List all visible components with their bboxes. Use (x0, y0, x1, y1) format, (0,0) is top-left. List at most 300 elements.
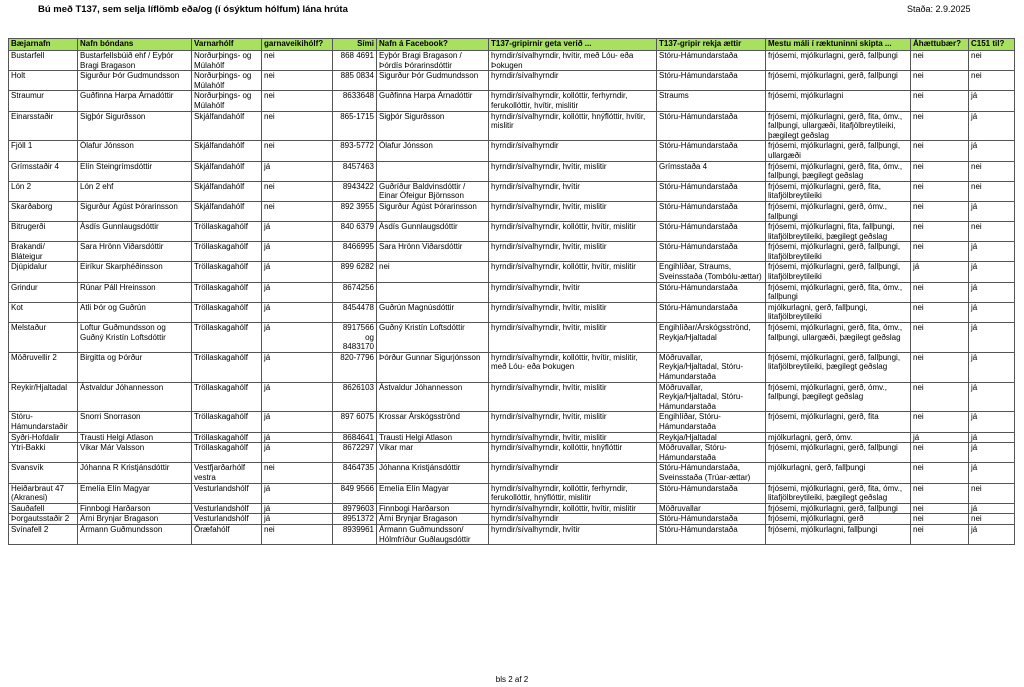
table-body (9, 51, 1015, 545)
cell-farmer-name: Bustarfellsbúið ehf / Eyþór Bragi Bragason (78, 51, 192, 71)
cell-farm-name: Stóru-Hámundarstaðir (9, 412, 78, 432)
cell-t137-lineage: Grímsstaða 4 (657, 161, 766, 181)
table-row (9, 262, 1015, 282)
cell-farmer-name: Trausti Helgi Atlason (78, 432, 192, 443)
column-header-phone: Sími (333, 39, 377, 51)
cell-risk-farm: já (911, 262, 969, 282)
cell-paratuberculosis-zone: nei (262, 201, 333, 221)
cell-c151-available: nei (969, 222, 1015, 242)
cell-risk-farm: nei (911, 51, 969, 71)
cell-breeding-priorities: frjósemi, mjólkurlagni, gerð, fallþungi, litafjölbreytileiki (766, 242, 911, 262)
cell-risk-farm: nei (911, 91, 969, 111)
cell-farm-name: Kot (9, 302, 78, 322)
cell-farm-name: Þorgautsstaðir 2 (9, 514, 78, 525)
cell-quarantine-zone: Skjálfandahólf (192, 201, 262, 221)
cell-t137-traits: hyrndir/sívalhyrndir, hvítir, mislitir (489, 432, 657, 443)
cell-risk-farm: nei (911, 161, 969, 181)
cell-t137-traits: hyrndir/sívalhyrndir, hvítir, með Lóu- eða Þokugen (489, 51, 657, 71)
cell-farm-name: Grímsstaðir 4 (9, 161, 78, 181)
column-header-quarantine-zone: Varnarhólf (192, 39, 262, 51)
cell-phone: 865-1715 (333, 111, 377, 141)
cell-t137-lineage: Engihlíðar, Straums, Sveinsstaða (Tombólu-ættar) (657, 262, 766, 282)
cell-farmer-name: Loftur Guðmundsson og Guðný Kristín Loftsdóttir (78, 323, 192, 353)
cell-paratuberculosis-zone: já (262, 352, 333, 382)
cell-risk-farm: nei (911, 463, 969, 483)
table-row (9, 524, 1015, 544)
cell-risk-farm: nei (911, 222, 969, 242)
cell-farmer-name: Snorri Snorrason (78, 412, 192, 432)
cell-farmer-name: Rúnar Páll Hreinsson (78, 282, 192, 302)
cell-facebook-name: Guðríður Baldvinsdóttir / Einar Ófeigur Björnsson (377, 181, 489, 201)
cell-risk-farm: já (911, 432, 969, 443)
cell-t137-lineage: Stóru-Hámundarstaða (657, 524, 766, 544)
table-row (9, 503, 1015, 514)
table-row (9, 483, 1015, 503)
document-title: Bú með T137, sem selja líflömb eða/og (í ósýktum hólfum) lána hrúta (38, 4, 348, 15)
cell-breeding-priorities: frjósemi, mjólkurlagni, gerð, fita, ómv., litafjölbreytileiki, þægilegt geðslag (766, 483, 911, 503)
cell-t137-lineage: Straums (657, 91, 766, 111)
cell-t137-traits: hyrndir/sívalhyrndir, kollóttir, hvítir, mislitir (489, 222, 657, 242)
cell-farmer-name: Birgitta og Þórður (78, 352, 192, 382)
cell-c151-available: já (969, 323, 1015, 353)
cell-paratuberculosis-zone: nei (262, 463, 333, 483)
table-row (9, 181, 1015, 201)
cell-breeding-priorities: mjólkurlagni, gerð, ómv. (766, 432, 911, 443)
cell-c151-available: já (969, 503, 1015, 514)
cell-facebook-name: Sigurður Ágúst Þórarinsson (377, 201, 489, 221)
cell-quarantine-zone: Tröllaskagahólf (192, 282, 262, 302)
cell-phone: 8939961 (333, 524, 377, 544)
cell-t137-lineage: Stóru-Hámundarstaða (657, 201, 766, 221)
cell-phone: 8943422 (333, 181, 377, 201)
cell-phone: 899 6282 (333, 262, 377, 282)
cell-risk-farm: nei (911, 524, 969, 544)
cell-quarantine-zone: Tröllaskagahólf (192, 222, 262, 242)
cell-farm-name: Heiðarbraut 47 (Akranesi) (9, 483, 78, 503)
cell-risk-farm: nei (911, 382, 969, 412)
cell-t137-lineage: Möðruvallar, Stóru-Hámundarstaða (657, 443, 766, 463)
column-header-risk-farm: Áhættubær? (911, 39, 969, 51)
table-row (9, 323, 1015, 353)
cell-facebook-name: Guðný Kristín Loftsdóttir (377, 323, 489, 353)
cell-farm-name: Skarðaborg (9, 201, 78, 221)
table-row (9, 412, 1015, 432)
table-row (9, 352, 1015, 382)
cell-t137-traits: hyrndir/sívalhyrndir, hvítir, mislitir (489, 382, 657, 412)
cell-facebook-name: Þórður Gunnar Sigurjónsson (377, 352, 489, 382)
cell-t137-lineage: Möðruvallar, Reykja/Hjaltadal, Stóru-Hámundarstaða (657, 352, 766, 382)
cell-facebook-name: Sara Hrönn Viðarsdóttir (377, 242, 489, 262)
cell-quarantine-zone: Tröllaskagahólf (192, 412, 262, 432)
cell-farmer-name: Sigurður Ágúst Þórarinsson (78, 201, 192, 221)
cell-phone: 8917566 og 8483170 (333, 323, 377, 353)
cell-risk-farm: nei (911, 282, 969, 302)
table-row (9, 302, 1015, 322)
cell-t137-lineage: Stóru-Hámundarstaða (657, 51, 766, 71)
cell-farm-name: Holt (9, 71, 78, 91)
cell-farm-name: Svansvík (9, 463, 78, 483)
page-number: bls 2 af 2 (495, 675, 529, 684)
cell-risk-farm: nei (911, 443, 969, 463)
cell-breeding-priorities: frjósemi, mjólkurlagni, gerð, fallþungi, litafjölbreytileiki (766, 262, 911, 282)
cell-phone: 8951372 (333, 514, 377, 525)
cell-breeding-priorities: frjósemi, mjólkurlagni, gerð, fita, ómv., fallþungi, ullargæði, litafjölbreytileiki, þægilegt geðslag (766, 111, 911, 141)
cell-t137-traits: hyrndir/sívalhyrndir, kollóttir, hnýflóttir, hvítir, mislitir (489, 111, 657, 141)
cell-paratuberculosis-zone: já (262, 262, 333, 282)
cell-breeding-priorities: frjósemi, mjólkurlagni (766, 91, 911, 111)
cell-quarantine-zone: Vesturlandshólf (192, 503, 262, 514)
farms-table (8, 38, 1015, 545)
cell-c151-available: já (969, 141, 1015, 161)
cell-farm-name: Bustarfell (9, 51, 78, 71)
cell-c151-available: já (969, 432, 1015, 443)
cell-t137-traits: hyrndir/sívalhyrndir, hvítir, mislitir (489, 161, 657, 181)
cell-c151-available: já (969, 382, 1015, 412)
cell-farmer-name: Ásdís Gunnlaugsdóttir (78, 222, 192, 242)
cell-c151-available: nei (969, 514, 1015, 525)
cell-t137-lineage: Stóru-Hámundarstaða (657, 141, 766, 161)
cell-facebook-name: Jóhanna Kristjánsdóttir (377, 463, 489, 483)
cell-c151-available: já (969, 91, 1015, 111)
cell-t137-traits: hyrndir/sívalhyrndir, hvítir (489, 524, 657, 544)
cell-risk-farm: nei (911, 483, 969, 503)
cell-phone: 893-5772 (333, 141, 377, 161)
cell-t137-lineage: Stóru-Hámundarstaða (657, 282, 766, 302)
cell-t137-lineage: Stóru-Hámundarstaða (657, 302, 766, 322)
cell-quarantine-zone: Öræfahólf (192, 524, 262, 544)
cell-farmer-name: Elín Steingrímsdóttir (78, 161, 192, 181)
cell-farm-name: Brakandi/ Bláteigur (9, 242, 78, 262)
cell-c151-available: nei (969, 161, 1015, 181)
cell-t137-traits: hyrndir/sívalhyrndir, hvítir, mislitir (489, 242, 657, 262)
cell-quarantine-zone: Norðurþings- og Múlahólf (192, 91, 262, 111)
table-row (9, 111, 1015, 141)
cell-breeding-priorities: frjósemi, mjólkurlagni, gerð, fita (766, 412, 911, 432)
cell-phone: 8979603 (333, 503, 377, 514)
cell-quarantine-zone: Vesturlandshólf (192, 514, 262, 525)
cell-t137-lineage: Engihlíðar/Árskógsströnd, Reykja/Hjaltadal (657, 323, 766, 353)
table-row (9, 432, 1015, 443)
cell-risk-farm: nei (911, 514, 969, 525)
cell-t137-traits: hyrndir/sívalhyrndir, hvítir, mislitir (489, 201, 657, 221)
cell-t137-traits: hyrndir/sívalhyrndir, kollóttir, ferhyrndir, ferukollóttir, hvítir, mislitir (489, 91, 657, 111)
header-row (9, 39, 1015, 51)
cell-c151-available: já (969, 201, 1015, 221)
table-row (9, 382, 1015, 412)
cell-farmer-name: Sara Hrönn Viðarsdóttir (78, 242, 192, 262)
cell-paratuberculosis-zone: nei (262, 71, 333, 91)
column-header-c151-available: C151 til? (969, 39, 1015, 51)
cell-quarantine-zone: Tröllaskagahólf (192, 302, 262, 322)
cell-farmer-name: Ástvaldur Jóhannesson (78, 382, 192, 412)
cell-quarantine-zone: Norðurþings- og Múlahólf (192, 51, 262, 71)
cell-facebook-name: Árni Brynjar Bragason (377, 514, 489, 525)
cell-risk-farm: nei (911, 71, 969, 91)
cell-breeding-priorities: frjósemi, mjólkurlagni, gerð, ómv., fallþungi, þægilegt geðslag (766, 382, 911, 412)
cell-paratuberculosis-zone: já (262, 412, 333, 432)
cell-breeding-priorities: frjósemi, mjólkurlagni, fallþungi (766, 524, 911, 544)
cell-farm-name: Syðri-Hofdalir (9, 432, 78, 443)
cell-breeding-priorities: frjósemi, mjólkurlagni, gerð, fita, litafjölbreytileiki (766, 181, 911, 201)
cell-facebook-name: nei (377, 262, 489, 282)
cell-farm-name: Grindur (9, 282, 78, 302)
cell-breeding-priorities: frjósemi, mjólkurlagni, gerð, fita, ómv., fallþungi, ullargæði, þægilegt geðslag (766, 323, 911, 353)
cell-t137-traits: hyrndir/sívalhyrndir, kollóttir, ferhyrndir, ferukollóttir, hnýflóttir, mislitir (489, 483, 657, 503)
cell-t137-lineage: Möðruvallar (657, 503, 766, 514)
cell-c151-available: nei (969, 483, 1015, 503)
cell-paratuberculosis-zone: já (262, 432, 333, 443)
cell-farm-name: Möðruvellir 2 (9, 352, 78, 382)
cell-phone: 8457463 (333, 161, 377, 181)
cell-facebook-name: Sigþór Sigurðsson (377, 111, 489, 141)
cell-phone: 840 6379 (333, 222, 377, 242)
cell-t137-lineage: Stóru-Hámundarstaða (657, 111, 766, 141)
column-header-facebook-name: Nafn á Facebook? (377, 39, 489, 51)
cell-risk-farm: nei (911, 141, 969, 161)
cell-quarantine-zone: Tröllaskagahólf (192, 242, 262, 262)
cell-quarantine-zone: Skjálfandahólf (192, 181, 262, 201)
cell-paratuberculosis-zone: já (262, 242, 333, 262)
cell-t137-traits: hyrndir/sívalhyrndir, kollóttir, hvítir, mislitir (489, 503, 657, 514)
table-row (9, 242, 1015, 262)
cell-quarantine-zone: Tröllaskagahólf (192, 352, 262, 382)
cell-breeding-priorities: frjósemi, mjólkurlagni, gerð (766, 514, 911, 525)
cell-quarantine-zone: Tröllaskagahólf (192, 432, 262, 443)
cell-farmer-name: Vikar Már Valsson (78, 443, 192, 463)
cell-farm-name: Fjöll 1 (9, 141, 78, 161)
cell-paratuberculosis-zone: já (262, 222, 333, 242)
cell-quarantine-zone: Tröllaskagahólf (192, 382, 262, 412)
column-header-paratuberculosis-zone: garnaveikihólf? (262, 39, 333, 51)
cell-phone: 8684641 (333, 432, 377, 443)
cell-quarantine-zone: Skjálfandahólf (192, 161, 262, 181)
cell-facebook-name: Guðrún Magnúsdóttir (377, 302, 489, 322)
cell-phone: 8626103 (333, 382, 377, 412)
cell-t137-lineage: Stóru-Hámundarstaða (657, 514, 766, 525)
cell-quarantine-zone: Vesturlandshólf (192, 483, 262, 503)
cell-risk-farm: nei (911, 412, 969, 432)
cell-quarantine-zone: Tröllaskagahólf (192, 323, 262, 353)
cell-phone: 8464735 (333, 463, 377, 483)
cell-paratuberculosis-zone: nei (262, 51, 333, 71)
cell-farm-name: Sauðafell (9, 503, 78, 514)
cell-paratuberculosis-zone: nei (262, 524, 333, 544)
cell-farmer-name: Guðfinna Harpa Árnadóttir (78, 91, 192, 111)
cell-phone: 8672297 (333, 443, 377, 463)
cell-risk-farm: nei (911, 181, 969, 201)
cell-t137-traits: hyrndir/sívalhyrndir (489, 71, 657, 91)
cell-risk-farm: nei (911, 352, 969, 382)
table-row (9, 222, 1015, 242)
cell-t137-traits: hyrndir/sívalhyrndir, hvítir, mislitir (489, 302, 657, 322)
cell-quarantine-zone: Tröllaskagahólf (192, 443, 262, 463)
cell-facebook-name: Sigurður Þór Gudmundsson (377, 71, 489, 91)
cell-farm-name: Reykir/Hjaltadal (9, 382, 78, 412)
table-row (9, 463, 1015, 483)
table-row (9, 51, 1015, 71)
cell-paratuberculosis-zone: nei (262, 91, 333, 111)
cell-t137-lineage: Möðruvallar, Reykja/Hjaltadal, Stóru-Hámundarstaða (657, 382, 766, 412)
cell-breeding-priorities: mjólkurlagni, gerð, fallþungi (766, 463, 911, 483)
cell-phone: 868 4691 (333, 51, 377, 71)
cell-facebook-name (377, 161, 489, 181)
cell-t137-traits: hyrndir/sívalhyrndir (489, 141, 657, 161)
cell-breeding-priorities: frjósemi, mjólkurlagni, gerð, ómv., fallþungi (766, 201, 911, 221)
cell-paratuberculosis-zone: já (262, 302, 333, 322)
cell-farm-name: Djúpidalur (9, 262, 78, 282)
cell-paratuberculosis-zone: nei (262, 111, 333, 141)
cell-t137-lineage: Stóru-Hámundarstaða (657, 181, 766, 201)
cell-facebook-name: Ármann Guðmundsson/ Hólmfríður Guðlaugsdóttir (377, 524, 489, 544)
table-row (9, 161, 1015, 181)
cell-risk-farm: nei (911, 201, 969, 221)
cell-c151-available: já (969, 302, 1015, 322)
cell-breeding-priorities: frjósemi, mjólkurlagni, gerð, fallþungi, ullargæði (766, 141, 911, 161)
cell-farmer-name: Ármann Guðmundsson (78, 524, 192, 544)
cell-risk-farm: nei (911, 323, 969, 353)
table-row (9, 443, 1015, 463)
table-row (9, 514, 1015, 525)
cell-c151-available: já (969, 524, 1015, 544)
cell-phone: 897 6075 (333, 412, 377, 432)
cell-farmer-name: Lón 2 ehf (78, 181, 192, 201)
cell-farmer-name: Ólafur Jónsson (78, 141, 192, 161)
cell-paratuberculosis-zone: já (262, 382, 333, 412)
cell-farm-name: Bitrugerði (9, 222, 78, 242)
cell-breeding-priorities: frjósemi, mjólkurlagni, fita, fallþungi, litafjölbreytileiki, þægilegt geðslag (766, 222, 911, 242)
cell-c151-available: já (969, 412, 1015, 432)
cell-breeding-priorities: frjósemi, mjólkurlagni, gerð, fallþungi (766, 71, 911, 91)
cell-quarantine-zone: Tröllaskagahólf (192, 262, 262, 282)
cell-paratuberculosis-zone: nei (262, 181, 333, 201)
cell-facebook-name (377, 282, 489, 302)
cell-facebook-name: Ástvaldur Jóhannesson (377, 382, 489, 412)
cell-phone: 820-7796 (333, 352, 377, 382)
table-row (9, 71, 1015, 91)
cell-farmer-name: Sigurður Þór Gudmundsson (78, 71, 192, 91)
cell-facebook-name: Finnbogi Harðarson (377, 503, 489, 514)
cell-paratuberculosis-zone: já (262, 443, 333, 463)
column-header-t137-lineage: T137-gripir rekja ættir (657, 39, 766, 51)
cell-farm-name: Svínafell 2 (9, 524, 78, 544)
cell-risk-farm: nei (911, 242, 969, 262)
column-header-t137-traits: T137-gripirnir geta verið ... (489, 39, 657, 51)
cell-phone: 8466995 (333, 242, 377, 262)
cell-t137-lineage: Engihlíðar, Stóru-Hámundarstaða (657, 412, 766, 432)
cell-c151-available: já (969, 111, 1015, 141)
cell-t137-lineage: Stóru-Hámundarstaða, Sveinsstaða (Trúar-ættar) (657, 463, 766, 483)
cell-paratuberculosis-zone: já (262, 483, 333, 503)
cell-farmer-name: Atli Þór og Guðrún (78, 302, 192, 322)
column-header-breeding-priorities: Mestu máli í ræktuninni skipta ... (766, 39, 911, 51)
cell-c151-available: nei (969, 51, 1015, 71)
cell-facebook-name: Ásdís Gunnlaugsdóttir (377, 222, 489, 242)
cell-quarantine-zone: Norðurþings- og Múlahólf (192, 71, 262, 91)
status-date: Staða: 2.9.2025 (907, 4, 971, 14)
cell-c151-available: já (969, 443, 1015, 463)
cell-phone: 892 3955 (333, 201, 377, 221)
cell-phone: 8674256 (333, 282, 377, 302)
cell-breeding-priorities: frjósemi, mjólkurlagni, gerð, fallþungi (766, 503, 911, 514)
cell-farmer-name: Emelía Elín Magyar (78, 483, 192, 503)
table-row (9, 91, 1015, 111)
cell-risk-farm: nei (911, 111, 969, 141)
cell-t137-traits: hyrndir/sívalhyrndir, hvítir, mislitir (489, 412, 657, 432)
cell-farmer-name: Árni Brynjar Bragason (78, 514, 192, 525)
cell-c151-available: já (969, 352, 1015, 382)
cell-t137-lineage: Stóru-Hámundarstaða (657, 222, 766, 242)
cell-phone: 885 0834 (333, 71, 377, 91)
table-row (9, 201, 1015, 221)
cell-quarantine-zone: Skjálfandahólf (192, 141, 262, 161)
table-row (9, 282, 1015, 302)
cell-breeding-priorities: frjósemi, mjólkurlagni, gerð, fallþungi, litafjölbreytileiki, þægilegt geðslag (766, 352, 911, 382)
cell-breeding-priorities: frjósemi, mjólkurlagni, gerð, fita, ómv., fallþungi, þægilegt geðslag (766, 161, 911, 181)
cell-farmer-name: Jóhanna R Kristjánsdóttir (78, 463, 192, 483)
cell-t137-traits: hyrndir/sívalhyrndir (489, 514, 657, 525)
cell-facebook-name: Vikar mar (377, 443, 489, 463)
cell-paratuberculosis-zone: já (262, 514, 333, 525)
cell-paratuberculosis-zone: já (262, 282, 333, 302)
cell-facebook-name: Krossar Árskógsströnd (377, 412, 489, 432)
cell-c151-available: já (969, 463, 1015, 483)
cell-c151-available: já (969, 242, 1015, 262)
cell-facebook-name: Trausti Helgi Atlason (377, 432, 489, 443)
cell-quarantine-zone: Skjálfandahólf (192, 111, 262, 141)
cell-breeding-priorities: mjólkurlagni, gerð, fallþungi, litafjölbreytileiki (766, 302, 911, 322)
cell-farm-name: Einarsstaðir (9, 111, 78, 141)
cell-t137-traits: hyrndir/sívalhyrndir, kollóttir, hnýflóttir (489, 443, 657, 463)
cell-quarantine-zone: Vestfjarðarhólf vestra (192, 463, 262, 483)
cell-phone: 849 9566 (333, 483, 377, 503)
cell-t137-traits: hyrndir/sívalhyrndir (489, 463, 657, 483)
cell-breeding-priorities: frjósemi, mjólkurlagni, gerð, fita, ómv., fallþungi (766, 282, 911, 302)
cell-t137-traits: hyrndir/sívalhyrndir, hvítir, mislitir (489, 323, 657, 353)
cell-facebook-name: Emelía Elín Magyar (377, 483, 489, 503)
table-row (9, 141, 1015, 161)
cell-t137-lineage: Stóru-Hámundarstaða (657, 483, 766, 503)
cell-c151-available: nei (969, 181, 1015, 201)
cell-paratuberculosis-zone: já (262, 503, 333, 514)
cell-c151-available: já (969, 282, 1015, 302)
cell-t137-traits: hyrndir/sívalhyrndir, kollóttir, hvítir, mislitir (489, 262, 657, 282)
cell-c151-available: já (969, 262, 1015, 282)
cell-t137-lineage: Reykja/Hjaltadal (657, 432, 766, 443)
cell-breeding-priorities: frjósemi, mjólkurlagni, gerð, fallþungi (766, 51, 911, 71)
cell-paratuberculosis-zone: nei (262, 141, 333, 161)
cell-t137-traits: hyrndir/sívalhyrndir, hvítir (489, 282, 657, 302)
cell-paratuberculosis-zone: já (262, 323, 333, 353)
cell-farm-name: Melstaður (9, 323, 78, 353)
column-header-farm-name: Bæjarnafn (9, 39, 78, 51)
cell-paratuberculosis-zone: já (262, 161, 333, 181)
cell-phone: 8633648 (333, 91, 377, 111)
cell-t137-lineage: Stóru-Hámundarstaða (657, 242, 766, 262)
cell-t137-traits: hyrndir/sívalhyrndir, hvítir (489, 181, 657, 201)
cell-farm-name: Ytri-Bakki (9, 443, 78, 463)
cell-c151-available: nei (969, 71, 1015, 91)
cell-facebook-name: Ólafur Jónsson (377, 141, 489, 161)
cell-phone: 8454478 (333, 302, 377, 322)
cell-farmer-name: Sigþór Sigurðsson (78, 111, 192, 141)
cell-risk-farm: nei (911, 302, 969, 322)
cell-farmer-name: Eiríkur Skarphéðinsson (78, 262, 192, 282)
cell-t137-lineage: Stóru-Hámundarstaða (657, 71, 766, 91)
cell-farm-name: Straumur (9, 91, 78, 111)
cell-facebook-name: Eyþór Bragi Bragason / Þórdís Þórarinsdóttir (377, 51, 489, 71)
cell-facebook-name: Guðfinna Harpa Árnadóttir (377, 91, 489, 111)
column-header-farmer-name: Nafn bóndans (78, 39, 192, 51)
